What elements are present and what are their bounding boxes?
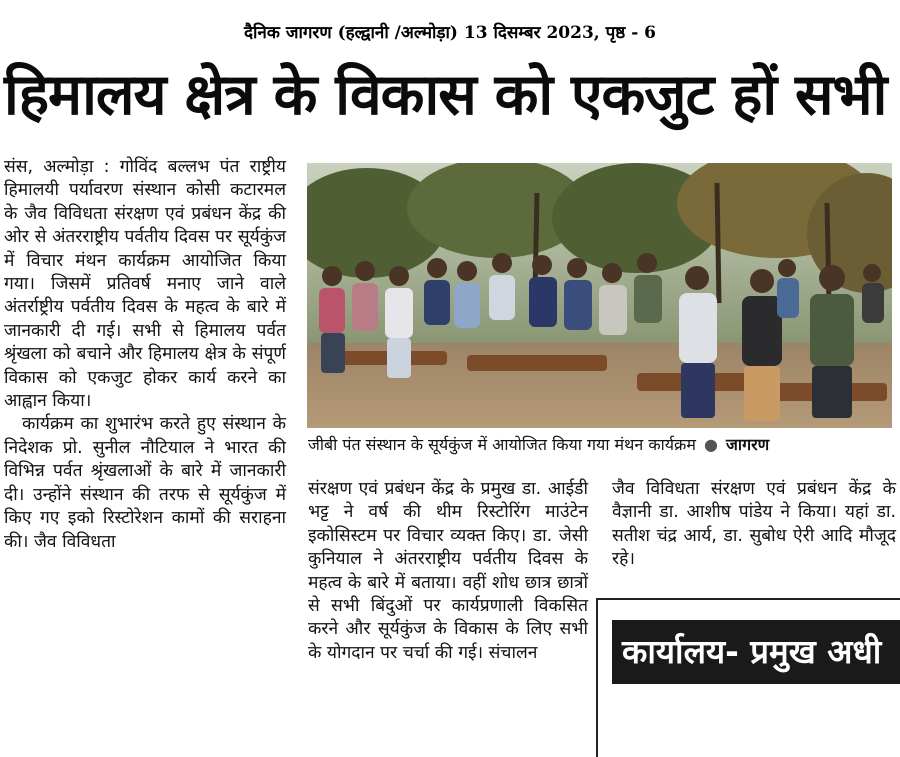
next-article-box <box>596 598 900 757</box>
caption-separator: ● <box>703 435 718 454</box>
article-column-3 <box>612 478 896 572</box>
paragraph-3: संरक्षण एवं प्रबंधन केंद्र के प्रमुख डा. आईडी भट्ट ने वर्ष की थीम रिस्टोरिंग माउंटेन इकोसिस्टम पर विचार व्यक्त किए। डा. जेसी कुनियाल ने अंतरराष्ट्रीय पर्वतीय दिवस के महत्व के बारे में बताया। वहीं शोध छात्र छात्रों से सभी बिंदुओं पर कार्यप्रणाली विकसित करने और सूर्यकुंज के विकास के लिए सभी के योगदान पर चर्चा की गई। संचालन <box>308 479 588 663</box>
event-photo <box>307 163 892 428</box>
next-article-heading: कार्यालय- प्रमुख अधी <box>612 620 900 684</box>
photo-credit: जागरण <box>726 435 770 454</box>
paragraph-4: जैव विविधता संरक्षण एवं प्रबंधन केंद्र के वैज्ञानी डा. आशीष पांडेय ने किया। यहां डा. सतीश चंद्र आर्य, डा. सुबोध ऐरी आदि मौजूद रहे। <box>612 479 896 570</box>
paragraph-2: कार्यक्रम का शुभारंभ करते हुए संस्थान के निदेशक प्रो. सुनील नौटियाल ने भारत की विभिन्न पर्वत श्रृंखलाओं के बारे में जानकारी दी। उन्होंने संस्थान की तरफ से सूर्यकुंज में किए गए इको रिस्टोरेशन कामों की सराहना की। जैव विविधता <box>4 414 286 552</box>
headline: हिमालय क्षेत्र के विकास को एकजुट हों सभी <box>4 62 887 128</box>
photo-illustration <box>307 163 892 428</box>
photo-caption <box>308 433 893 457</box>
article-column-2 <box>308 478 588 665</box>
caption-text: जीबी पंत संस्थान के सूर्यकुंज में आयोजित किया गया मंथन कार्यक्रम <box>308 435 696 454</box>
article-column-1 <box>4 156 286 554</box>
paragraph-1: संस, अल्मोड़ा : गोविंद बल्लभ पंत राष्ट्रीय हिमालयी पर्यावरण संस्थान कोसी कटारमल के जैव विविधता संरक्षण एवं प्रबंधन केंद्र की ओर से अंतरराष्ट्रीय पर्वतीय दिवस पर सूर्यकुंज में विचार मंथन कार्यक्रम आयोजित किया गया। जिसमें प्रतिवर्ष मनाए जाने वाले अंतर्राष्ट्रीय पर्वतीय दिवस के महत्व के बारे में जानकारी दी गई। सभी से हिमालय पर्वत श्रृंखला को बचाने और हिमालय क्षेत्र के संपूर्ण विकास को एकजुट होकर कार्य करने का आह्वान किया। <box>4 157 286 412</box>
dateline: दैनिक जागरण (हल्द्वानी /अल्मोड़ा) 13 दिसम्बर 2023, पृष्ठ - 6 <box>243 23 657 43</box>
